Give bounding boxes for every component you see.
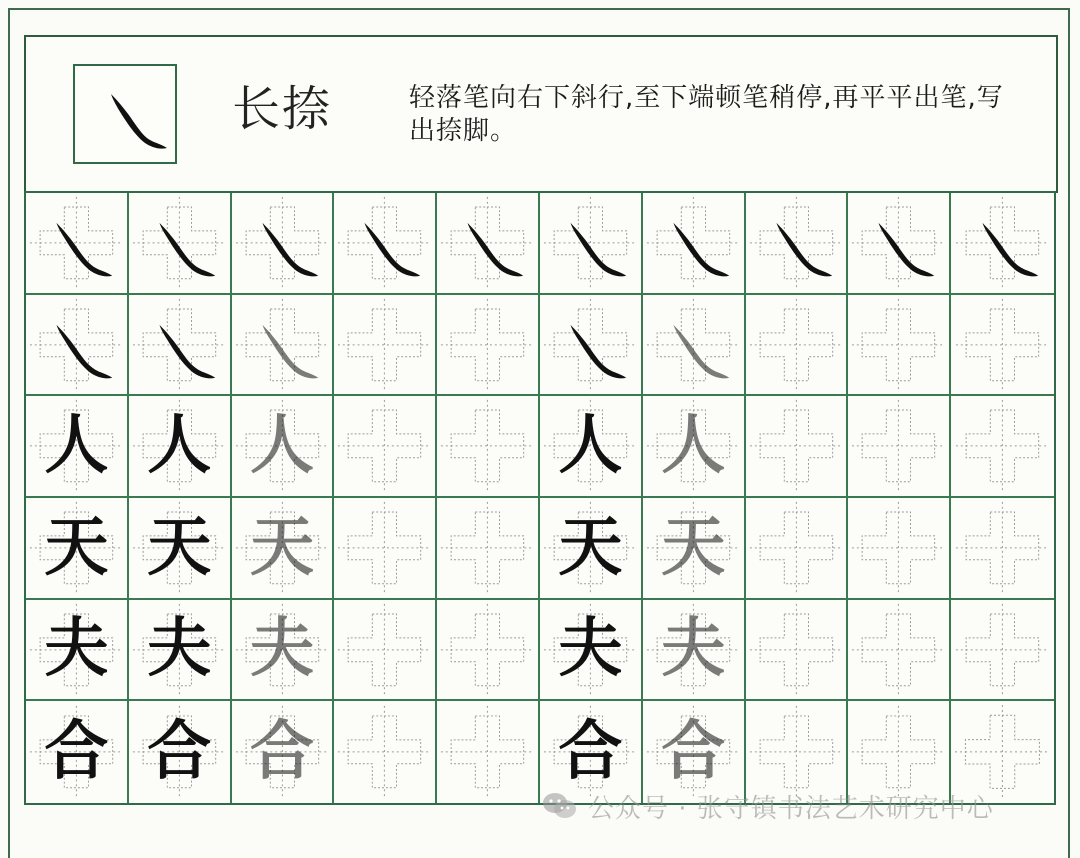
practice-cell [746,193,849,295]
practice-glyph: 夫 [147,611,212,687]
practice-cell [437,701,540,803]
long-na-stroke [129,193,230,293]
practice-glyph: 天 [44,509,109,585]
cross-guide [334,498,435,598]
practice-cell [26,295,129,397]
practice-cell [334,295,437,397]
cross-guide [848,396,949,496]
practice-grid [24,191,1056,805]
practice-glyph: 人 [661,408,726,484]
practice-cell [437,193,540,295]
practice-glyph: 合 [661,714,726,790]
practice-glyph: 天 [249,509,314,585]
practice-cell [129,600,232,702]
cross-guide [951,396,1054,496]
practice-cell [848,295,951,397]
practice-cell [334,701,437,803]
cross-guide [437,498,538,598]
watermark [540,786,994,826]
cross-guide [437,701,538,803]
long-na-stroke [643,295,744,395]
stroke-title: 长捺 [232,81,333,137]
practice-cell [540,498,643,600]
practice-cell [643,498,746,600]
wechat-icon [540,790,580,822]
practice-cell [232,498,335,600]
practice-glyph: 天 [558,509,623,585]
practice-cell [232,193,335,295]
long-na-stroke [26,295,127,395]
cross-guide [437,295,538,395]
practice-cell [129,498,232,600]
long-na-stroke [951,193,1054,293]
cross-guide [848,498,949,598]
practice-cell [746,600,849,702]
practice-cell [746,498,849,600]
practice-glyph: 夫 [249,611,314,687]
cross-guide [437,396,538,496]
long-na-stroke [848,193,949,293]
practice-cell [643,600,746,702]
practice-cell [437,396,540,498]
cross-guide [334,295,435,395]
cross-guide [848,600,949,700]
practice-cell [951,396,1054,498]
sample-stroke-box [73,64,177,164]
cross-guide [848,295,949,395]
practice-cell [129,295,232,397]
long-na-stroke [643,193,744,293]
practice-glyph: 人 [558,408,623,484]
practice-glyph: 夫 [558,611,623,687]
practice-glyph: 夫 [44,611,109,687]
practice-cell [129,701,232,803]
long-na-stroke [437,193,538,293]
long-na-stroke [334,193,435,293]
cross-guide [746,295,847,395]
practice-cell [848,498,951,600]
practice-cell [437,498,540,600]
stroke-description: 轻落笔向右下斜行,至下端顿笔稍停,再平平出笔,写出捺脚。 [409,83,1004,147]
practice-glyph: 合 [558,714,623,790]
practice-cell [334,396,437,498]
practice-cell [540,396,643,498]
cross-guide [334,396,435,496]
practice-cell [26,193,129,295]
practice-cell [848,193,951,295]
practice-cell [951,498,1054,600]
cross-guide [437,600,538,700]
long-na-stroke [746,193,847,293]
long-na-stroke [129,295,230,395]
cross-guide [746,600,847,700]
practice-cell [437,295,540,397]
practice-cell [643,396,746,498]
practice-cell [951,600,1054,702]
practice-cell [437,600,540,702]
practice-cell [232,396,335,498]
practice-cell [746,396,849,498]
practice-cell [951,193,1054,295]
practice-cell [643,295,746,397]
practice-cell [540,295,643,397]
practice-cell [232,600,335,702]
cross-guide [951,600,1054,700]
cross-guide [746,498,847,598]
practice-glyph: 天 [147,509,212,585]
practice-glyph: 合 [147,714,212,790]
practice-cell [334,600,437,702]
practice-glyph: 人 [44,408,109,484]
practice-glyph: 合 [44,714,109,790]
practice-cell [26,498,129,600]
practice-cell [26,600,129,702]
practice-cell [848,600,951,702]
practice-cell [232,295,335,397]
practice-glyph: 人 [249,408,314,484]
long-na-stroke [540,295,641,395]
practice-cell [26,701,129,803]
long-na-stroke [540,193,641,293]
cross-guide [746,396,847,496]
cross-guide [951,295,1054,395]
practice-glyph: 合 [249,714,314,790]
cross-guide [951,498,1054,598]
practice-glyph: 人 [147,408,212,484]
cross-guide [334,600,435,700]
long-na-stroke [26,193,127,293]
practice-glyph: 天 [661,509,726,585]
practice-cell [951,295,1054,397]
practice-cell [334,498,437,600]
watermark-text: 公众号 · 张守镇书法艺术研究中心 [588,793,994,824]
practice-cell [848,396,951,498]
practice-cell [334,193,437,295]
practice-cell [26,396,129,498]
practice-cell [746,295,849,397]
long-na-stroke [232,295,333,395]
practice-cell [540,193,643,295]
practice-cell [643,193,746,295]
practice-cell [540,600,643,702]
practice-cell [232,701,335,803]
cross-guide [334,701,435,803]
practice-cell [129,193,232,295]
practice-cell [129,396,232,498]
long-na-stroke-sample [75,66,175,162]
long-na-stroke [232,193,333,293]
practice-glyph: 夫 [661,611,726,687]
